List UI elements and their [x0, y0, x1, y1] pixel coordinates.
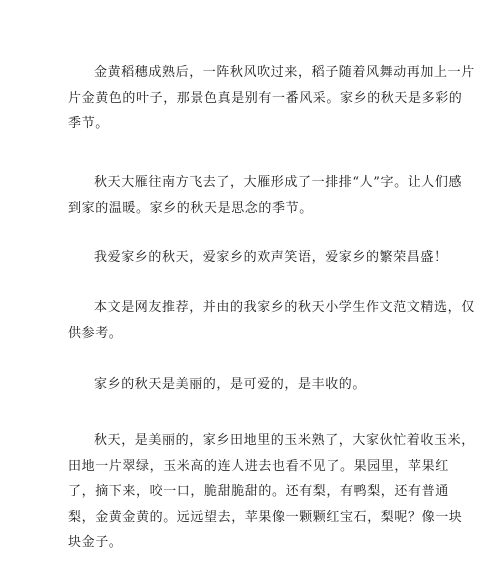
text-line: 片金黄色的叶子，那景色真是别有一番风采。家乡的秋天是多彩的: [68, 90, 463, 106]
paragraph-wild-geese: [68, 170, 463, 221]
text-line: 季节。: [68, 116, 109, 131]
text-line: 田地一片翠绿，玉米高的连人进去也看不见了。果园里，苹果红: [68, 458, 449, 474]
text-line: 金黄稻穗成熟后，一阵秋风吹过来，稻子随着风舞动再加上一片: [94, 65, 475, 80]
text-line: 块金子。: [68, 535, 123, 550]
paragraph-harvest: [68, 428, 475, 556]
paragraph-golden-rice: [68, 60, 475, 137]
paragraph-recommendation-note: [68, 295, 475, 346]
text-line: 秋天大雁往南方飞去了，大雁形成了一排排“人”字。让人们感: [94, 175, 463, 190]
text-line: 供参考。: [68, 325, 123, 341]
text-line: 了，摘下来，咬一口，脆甜脆甜的。还有梨，有鸭梨，还有普通: [68, 484, 449, 499]
text-line: 秋天，是美丽的，家乡田地里的玉米熟了，大家伙忙着收玉米，: [94, 433, 475, 448]
text-line: 家乡的秋天是美丽的，是可爱的，是丰收的。: [94, 377, 367, 392]
paragraph-love-hometown: [68, 245, 448, 271]
text-line: 本文是网友推荐，并由的我家乡的秋天小学生作文范文精选，仅: [94, 300, 475, 315]
paragraph-beautiful-autumn: [68, 372, 438, 398]
text-line: 梨，金黄金黄的。远远望去，苹果像一颗颗红宝石，梨呢？像一块: [68, 509, 463, 525]
text-line: 到家的温暖。家乡的秋天是思念的季节。: [68, 200, 313, 216]
text-line: 我爱家乡的秋天，爱家乡的欢声笑语，爱家乡的繁荣昌盛！: [94, 250, 448, 265]
